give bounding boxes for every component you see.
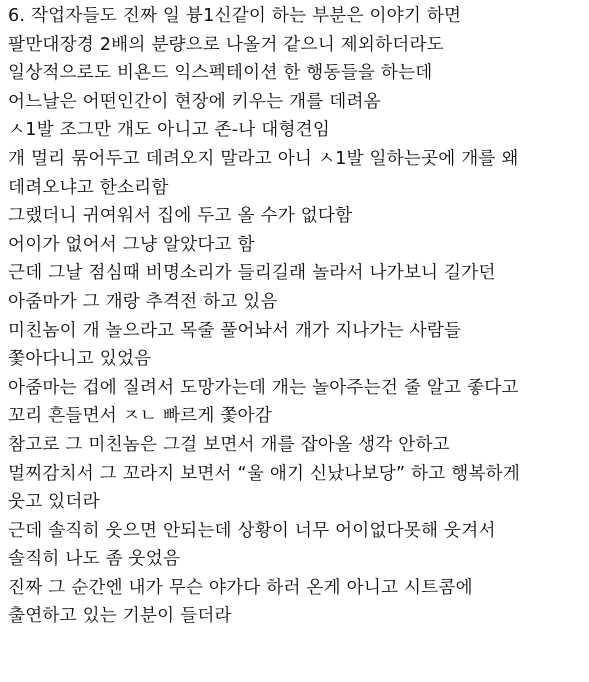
text-line: 웃고 있더라 [8,492,100,513]
text-line: 그랬더니 귀여워서 집에 두고 올 수가 없다함 [8,206,353,227]
text-line: 근데 솔직히 웃으면 안되는데 상황이 너무 어이없다못해 웃겨서 [8,520,496,541]
text-line: 아줌마가 그 개랑 추격전 하고 있음 [8,291,278,312]
text-line: 미친놈이 개 놀으라고 목줄 풀어놔서 개가 지나가는 사람들 [8,320,462,341]
text-line: 참고로 그 미친놈은 그걸 보면서 개를 잡아올 생각 안하고 [8,434,450,455]
text-line: ㅅ1발 조그만 개도 아니고 존-나 대형견임 [8,120,331,141]
text-line: 어느날은 어떤인간이 현장에 키우는 개를 데려옴 [8,91,381,112]
text-line: 일상적으로도 비욘드 익스펙테이션 한 행동들을 하는데 [8,63,433,84]
text-line: 어이가 없어서 그냥 알았다고 함 [8,234,255,255]
text-line: 아줌마는 겁에 질려서 도망가는데 개는 놀아주는건 줄 알고 좋다고 [8,377,519,398]
text-line: 멀찌감치서 그 꼬라지 보면서 “울 애기 신났나보당” 하고 행복하게 [8,463,521,484]
text-line: 개 멀리 묶어두고 데려오지 말라고 아니 ㅅ1발 일하는곳에 개를 왜 [8,148,519,169]
text-line: 꼬리 흔들면서 ㅈㄴ 빠르게 쫓아감 [8,406,272,427]
text-line: 팔만대장경 2배의 분량으로 나올거 같으니 제외하더라도 [8,34,444,55]
text-line: 진짜 그 순간엔 내가 무슨 야가다 하러 온게 아니고 시트콤에 [8,577,473,598]
document-body [8,2,586,631]
text-line: 데려오냐고 한소리함 [8,177,169,198]
text-line: 쫓아다니고 있었음 [8,349,152,370]
text-line: 출연하고 있는 기분이 들더라 [8,606,232,627]
text-line: 솔직히 나도 좀 웃었음 [8,549,181,570]
text-line: 근데 그날 점심때 비명소리가 들리길래 놀라서 나가보니 길가던 [8,263,496,284]
text-line: 6. 작업자들도 진짜 일 븅1신같이 하는 부분은 이야기 하면 [8,6,462,26]
